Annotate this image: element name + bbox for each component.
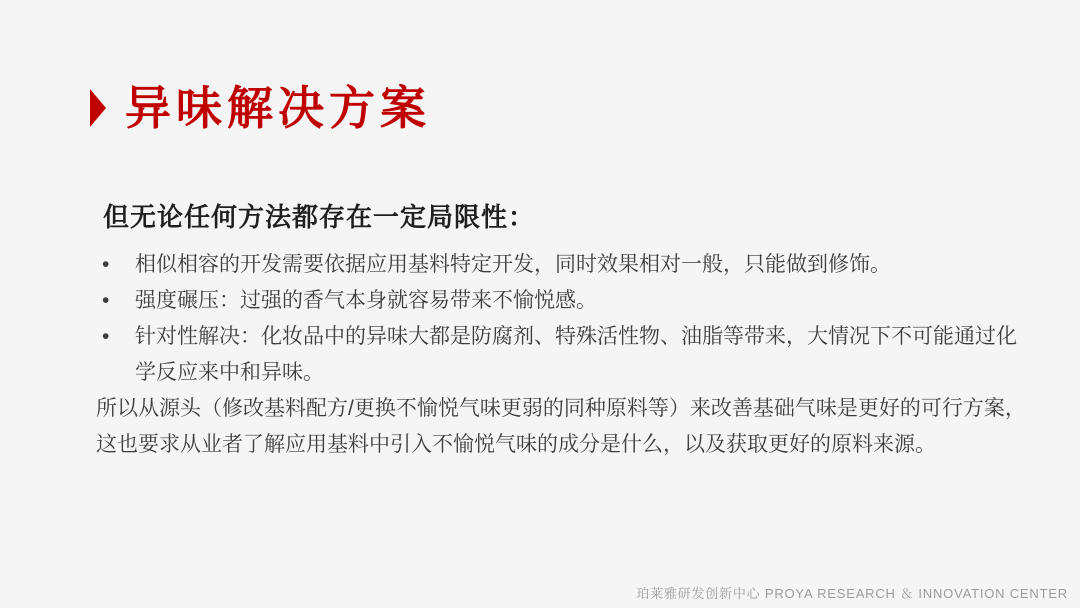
list-item bbox=[96, 283, 1026, 319]
list-item-text: 强度碾压：过强的香气本身就容易带来不愉悦感。 bbox=[135, 289, 597, 312]
conclusion-line: 这也要求从业者了解应用基料中引入不愉悦气味的成分是什么，以及获取更好的原料来源。 bbox=[96, 433, 936, 456]
slide-content bbox=[96, 200, 1026, 463]
page-title: 异味解决方案 bbox=[125, 82, 431, 134]
list-item bbox=[96, 319, 1026, 391]
footer-brand: 珀莱雅研发创新中心 PROYA RESEARCH ＆ INNOVATION CENTER bbox=[636, 586, 1068, 601]
list-item bbox=[96, 247, 1026, 283]
conclusion-line: 所以从源头（修改基料配方/更换不愉悦气味更弱的同种原料等）来改善基础气味是更好的可行方案， bbox=[96, 397, 1026, 420]
conclusion-paragraph bbox=[96, 391, 1026, 463]
list-item-text: 针对性解决：化妆品中的异味大都是防腐剂、特殊活性物、油脂等带来，大情况下不可能通过化学反应来中和异味。 bbox=[135, 325, 1017, 384]
slide-title-row bbox=[90, 82, 431, 135]
title-triangle-icon bbox=[90, 89, 106, 127]
section-heading: 但无论任何方法都存在一定局限性： bbox=[103, 202, 536, 232]
limitations-list bbox=[96, 247, 1026, 391]
list-item-text: 相似相容的开发需要依据应用基料特定开发，同时效果相对一般，只能做到修饰。 bbox=[135, 253, 891, 276]
